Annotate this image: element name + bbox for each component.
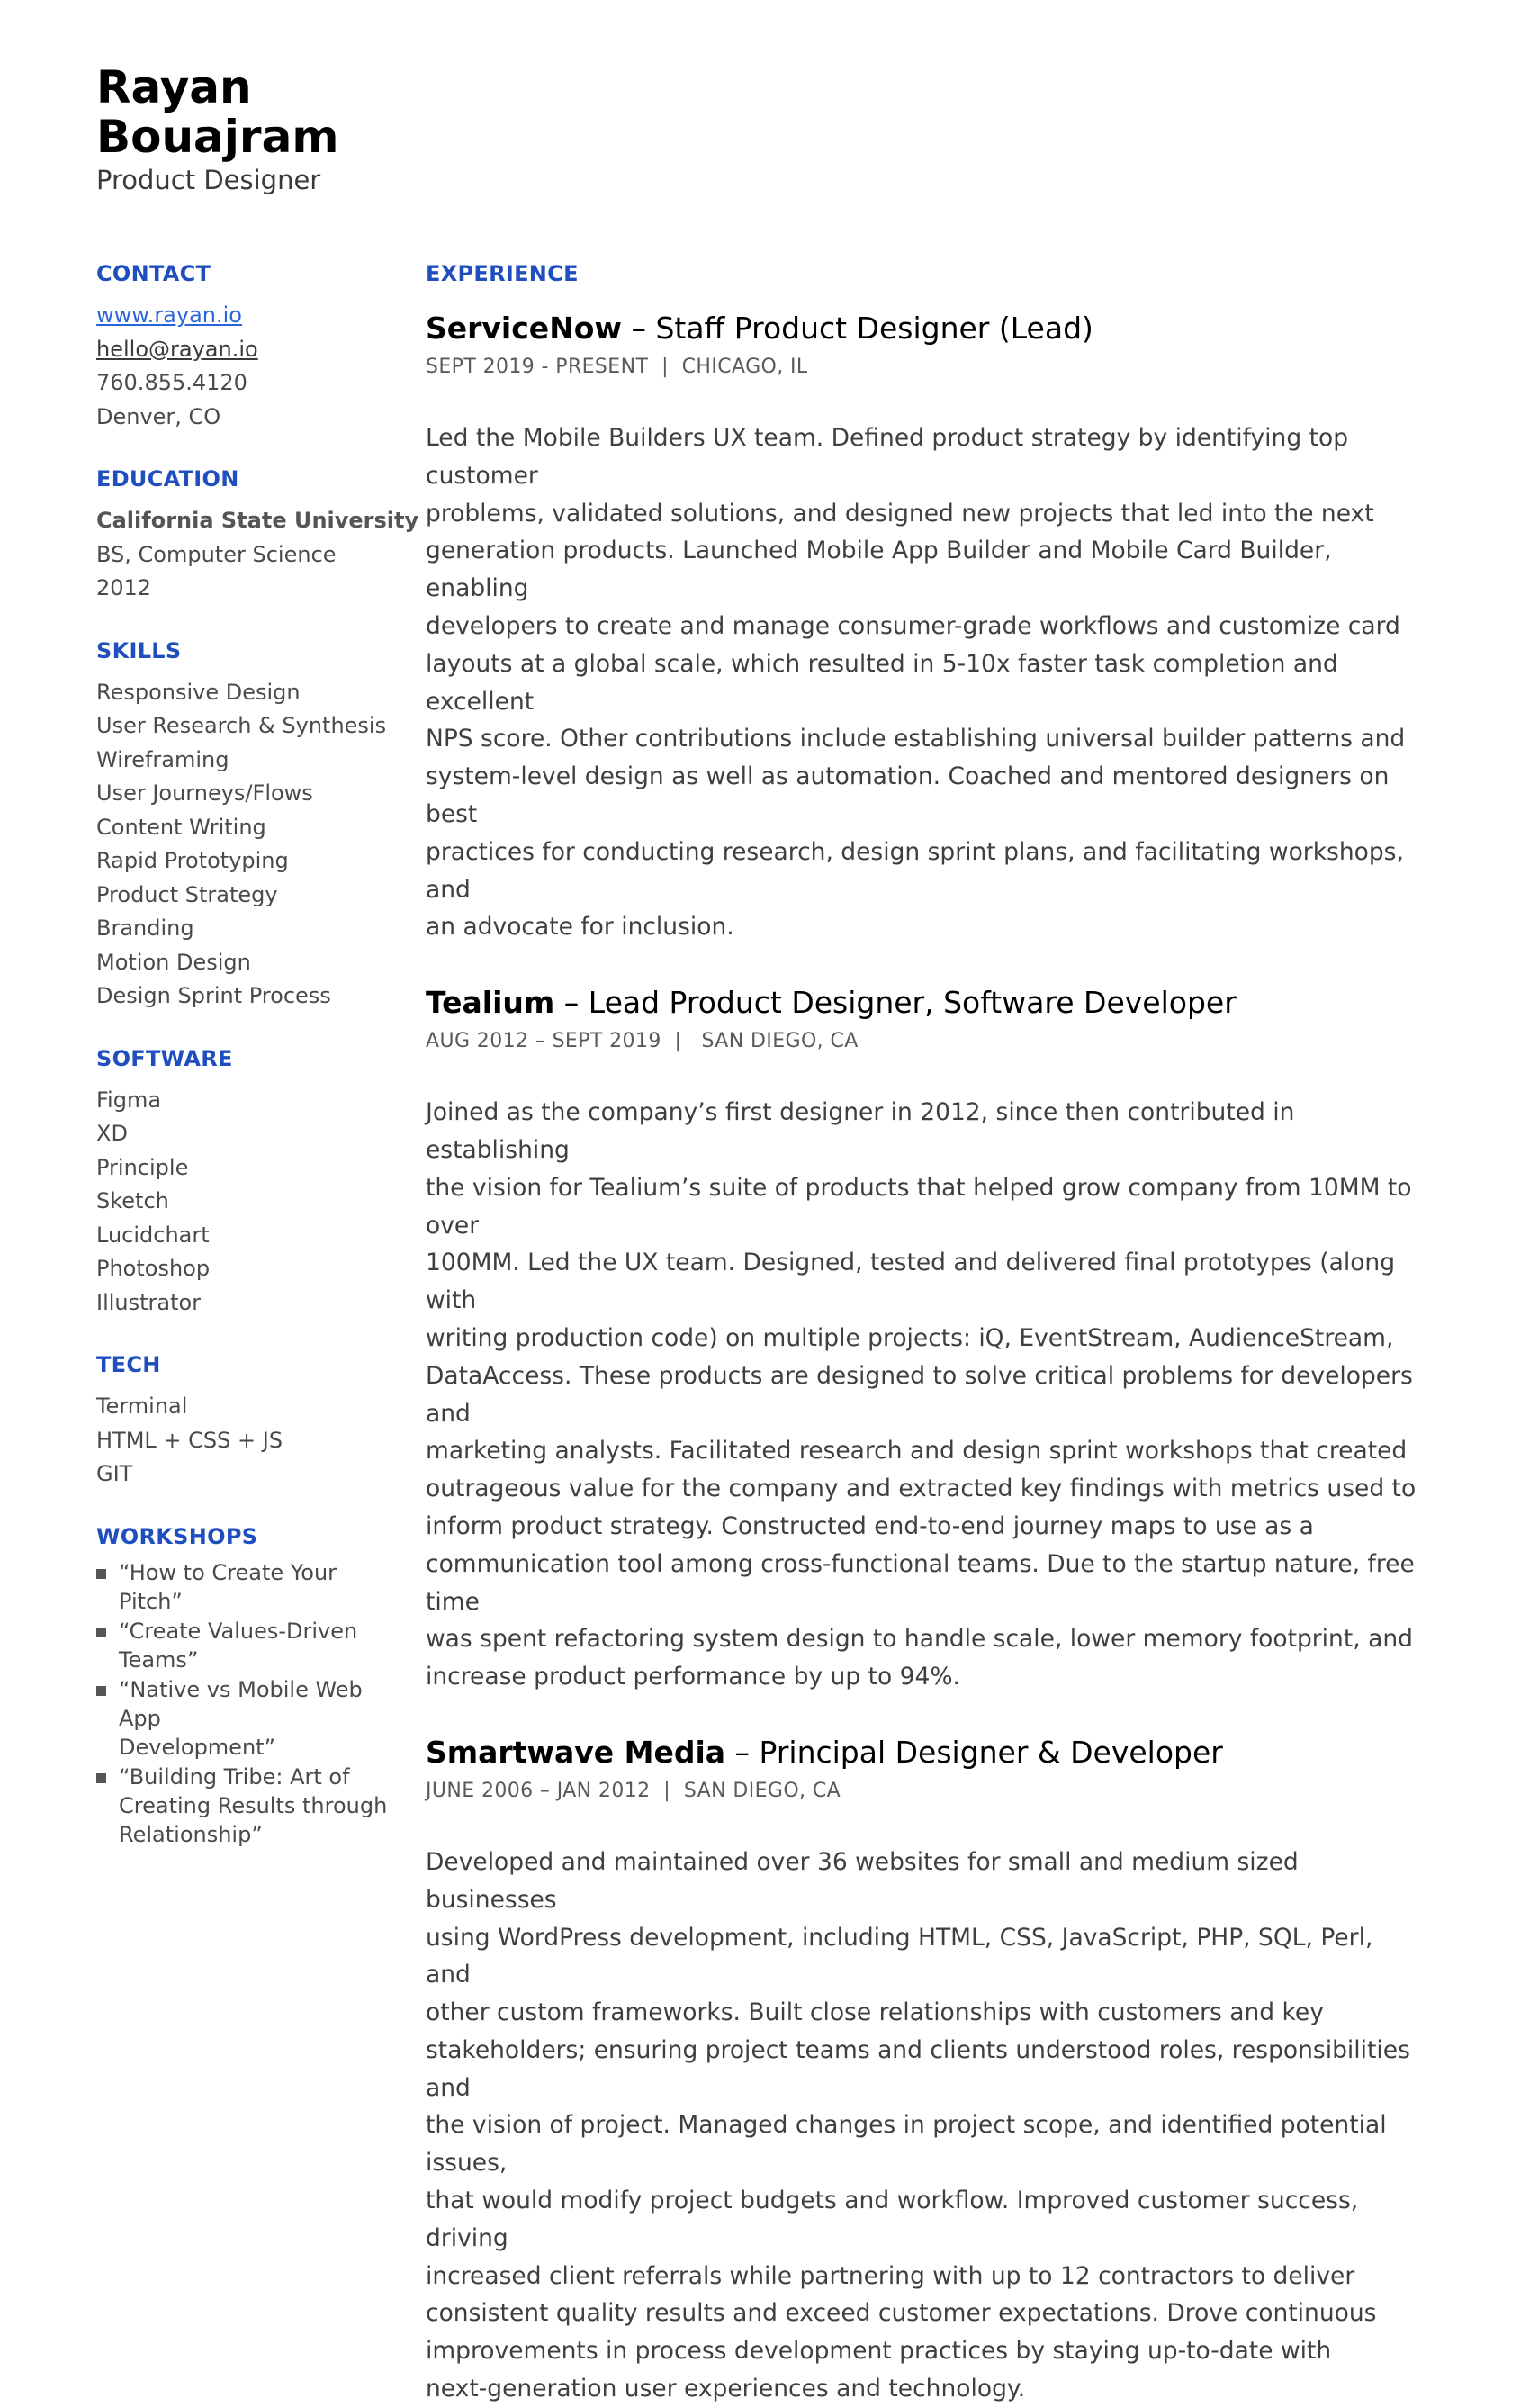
workshop-item [96,1617,402,1674]
school-name: California State University [96,508,419,533]
education-heading: EDUCATION [96,466,239,492]
desc-line: communication tool among cross-functional teams. Due to the startup nature, free time [426,1549,1415,1616]
software-item: Photoshop [96,1256,211,1281]
desc-line: Developed and maintained over 36 websites for small and medium sized businesses [426,1847,1299,1914]
desc-line: inform product strategy. Constructed end-to-end journey maps to use as a [426,1511,1314,1540]
desc-line: the vision for Tealium’s suite of products that helped grow company from 10MM to over [426,1173,1412,1240]
job-entry-servicenow [426,310,1425,946]
desc-line: generation products. Launched Mobile App Builder and Mobile Card Builder, enabling [426,537,1332,603]
last-name: Bouajram [96,111,339,163]
workshop-line: “Create Values-Driven [119,1618,358,1644]
desc-line: that would modify project budgets and workflow. Improved customer success, driving [426,2187,1359,2252]
graduation-year: 2012 [96,575,152,600]
workshops-heading: WORKSHOPS [96,1523,258,1549]
job-dates-location: AUG 2012 – SEPT 2019 | SAN DIEGO, CA [426,1030,859,1053]
desc-line: Joined as the company’s first designer in 2012, since then contributed in establishing [426,1098,1295,1164]
sidebar [96,257,419,1878]
software-item: Illustrator [96,1289,202,1315]
workshop-line: Creating Results through [119,1792,388,1818]
job-description [426,1844,1425,2408]
desc-line: Led the Mobile Builders UX team. Defined product strategy by identifying top customer [426,424,1349,490]
workshop-item [96,1763,402,1849]
skills-heading: SKILLS [96,637,182,663]
workshops-section [96,1520,402,1849]
desc-line: writing production code) on multiple projects: iQ, EventStream, AudienceStream, [426,1323,1394,1352]
company-name: Tealium [426,985,555,1021]
desc-line: system-level design as well as automation. Coached and mentored designers on best [426,762,1390,828]
job-role: – Lead Product Designer, Software Developer [554,985,1237,1021]
email-link[interactable]: hello@rayan.io [96,336,258,362]
workshop-line: “Building Tribe: Art of [119,1763,350,1790]
software-heading: SOFTWARE [96,1045,233,1071]
desc-line: an advocate for inclusion. [426,913,734,942]
square-bullet-icon [96,1773,106,1783]
desc-line: was spent refactoring system design to handle scale, lower memory footprint, and [426,1625,1413,1654]
education-section [96,463,419,606]
skill-item: Content Writing [96,814,266,840]
contact-section [96,257,402,434]
candidate-title: Product Designer [96,165,321,195]
desc-line: using WordPress development, including HTML, CSS, JavaScript, PHP, SQL, Perl, and [426,1923,1373,1989]
skill-item: Responsive Design [96,679,301,705]
software-item: Figma [96,1087,162,1113]
square-bullet-icon [96,1569,106,1579]
software-item: XD [96,1121,128,1146]
square-bullet-icon [96,1686,106,1696]
workshop-line: “Native vs Mobile Web App [119,1676,363,1731]
desc-line: consistent quality results and exceed customer expectations. Drove continuous [426,2299,1377,2328]
desc-line: increased client referrals while partnering with up to 12 contractors to deliver [426,2261,1355,2290]
job-title [426,984,1425,1022]
desc-line: NPS score. Other contributions include establishing universal builder patterns and [426,725,1406,753]
job-entry-tealium [426,984,1425,1696]
resume-header [96,63,338,196]
desc-line: the vision of project. Managed changes in project scope, and identified potential issues, [426,2111,1387,2178]
tech-section [96,1348,402,1492]
workshop-item [96,1558,402,1616]
skill-item: Design Sprint Process [96,983,331,1008]
degree: BS, Computer Science [96,541,337,567]
tech-heading: TECH [96,1352,161,1377]
job-description [426,1094,1425,1696]
software-item: Lucidchart [96,1222,210,1248]
skill-item: Wireframing [96,746,230,772]
workshop-line: Teams” [119,1646,199,1673]
desc-line: layouts at a global scale, which resulted in 5-10x faster task completion and excellent [426,649,1338,716]
desc-line: marketing analysts. Facilitated research and design sprint workshops that created [426,1437,1408,1466]
desc-line: 100MM. Led the UX team. Designed, tested and delivered final prototypes (along with [426,1249,1396,1315]
desc-line: improvements in process development practices by staying up-to-date with [426,2337,1332,2366]
tech-item: HTML + CSS + JS [96,1427,284,1453]
phone-number: 760.855.4120 [96,370,248,395]
skill-item: Branding [96,915,194,941]
first-name: Rayan [96,61,252,113]
job-title [426,1734,1425,1772]
job-description [426,419,1425,946]
location: Denver, CO [96,403,221,429]
job-role: – Staff Product Designer (Lead) [621,311,1094,346]
job-role: – Principal Designer & Developer [725,1734,1223,1770]
tech-item: Terminal [96,1393,188,1419]
desc-line: next-generation user experiences and technology. [426,2375,1026,2403]
job-dates-location: JUNE 2006 – JAN 2012 | SAN DIEGO, CA [426,1779,842,1802]
workshop-line: Relationship” [119,1821,263,1847]
experience-heading: EXPERIENCE [426,261,579,286]
tech-item: GIT [96,1461,133,1486]
workshops-list [96,1558,402,1849]
company-name: ServiceNow [426,311,622,346]
skill-item: Motion Design [96,949,251,975]
job-entry-smartwave [426,1734,1425,2408]
workshop-item [96,1675,402,1762]
workshop-line: “How to Create Your Pitch” [119,1559,338,1614]
desc-line: increase product performance by up to 94%. [426,1663,960,1691]
software-item: Principle [96,1154,189,1180]
desc-line: DataAccess. These products are designed to solve critical problems for developers and [426,1361,1413,1428]
experience-column [426,257,1425,2408]
desc-line: outrageous value for the company and extracted key findings with metrics used to [426,1475,1417,1503]
software-section [96,1042,402,1321]
desc-line: practices for conducting research, design sprint plans, and facilitating workshops, and [426,837,1404,904]
workshop-line: Development” [119,1734,275,1760]
software-item: Sketch [96,1188,169,1213]
skill-item: Product Strategy [96,881,278,907]
company-name: Smartwave Media [426,1734,726,1770]
website-link[interactable]: www.rayan.io [96,302,242,328]
skills-section [96,635,402,1014]
job-dates-location: SEPT 2019 - PRESENT | CHICAGO, IL [426,356,808,378]
desc-line: other custom frameworks. Built close relationships with customers and key [426,1998,1324,2027]
candidate-name [96,63,338,162]
skill-item: Rapid Prototyping [96,848,289,873]
desc-line: developers to create and manage consumer-grade workflows and customize card [426,611,1400,640]
skill-item: User Research & Synthesis [96,713,387,738]
contact-heading: CONTACT [96,261,212,286]
job-title [426,310,1425,347]
desc-line: stakeholders; ensuring project teams and clients understood roles, responsibilities and [426,2035,1410,2102]
square-bullet-icon [96,1628,106,1637]
skill-item: User Journeys/Flows [96,780,313,806]
desc-line: problems, validated solutions, and designed new projects that led into the next [426,499,1374,528]
